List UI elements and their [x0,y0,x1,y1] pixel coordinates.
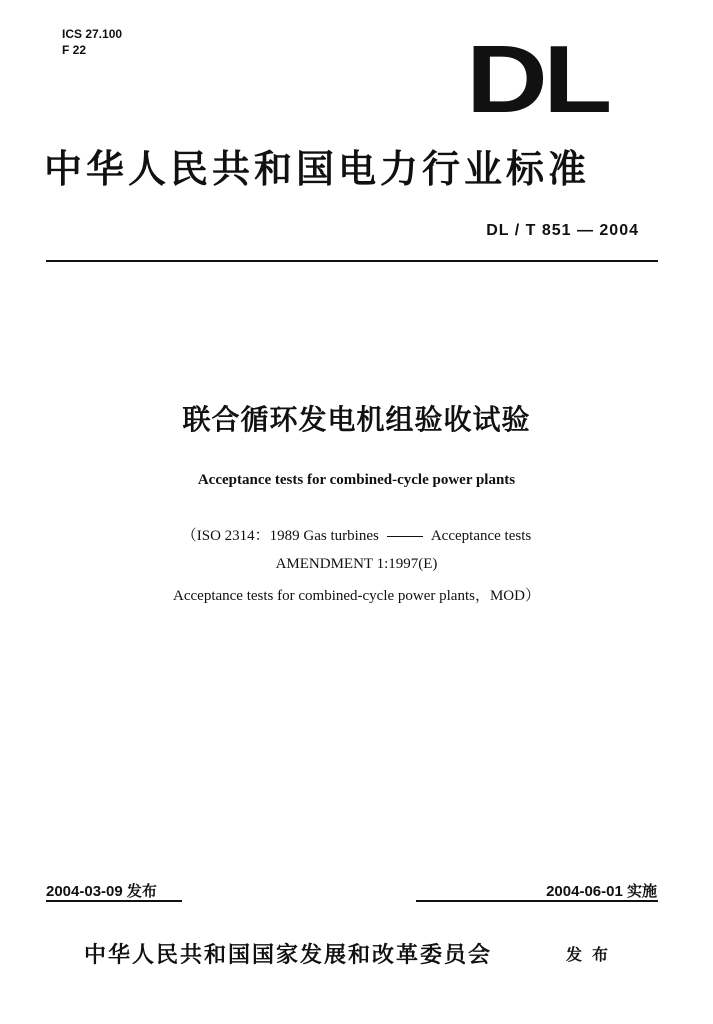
dash-separator [387,536,423,537]
org-title: 中华人民共和国电力行业标准 [44,146,591,191]
dl-logo: DL [466,26,608,133]
standard-number: DL / T 851 — 2004 [486,222,639,239]
adoption-line-1 [0,524,713,545]
implement-date: 2004-06-01 实施 [546,883,657,900]
adoption-line-3: Acceptance tests for combined-cycle power plants，MOD） [173,588,540,604]
ics-code: ICS 27.100 [62,27,123,41]
footer-divider-left [46,900,182,902]
adoption-line-1-b: Acceptance tests [430,528,532,544]
publisher: 中华人民共和国国家发展和改革委员会 [84,942,493,968]
ccs-code: F 22 [62,43,87,57]
issue-date: 2004-03-09 发布 [46,883,157,900]
publish-label: 发布 [566,945,619,964]
title-chinese: 联合循环发电机组验收试验 [182,403,531,436]
header-divider [46,260,658,262]
classification-codes [62,26,122,58]
title-english: Acceptance tests for combined-cycle power plants [197,472,516,488]
adoption-line-1-a: （ISO 2314：1989 Gas turbines [181,528,379,544]
footer-divider-right [416,900,658,902]
adoption-line-2: AMENDMENT 1:1997(E) [275,556,438,572]
